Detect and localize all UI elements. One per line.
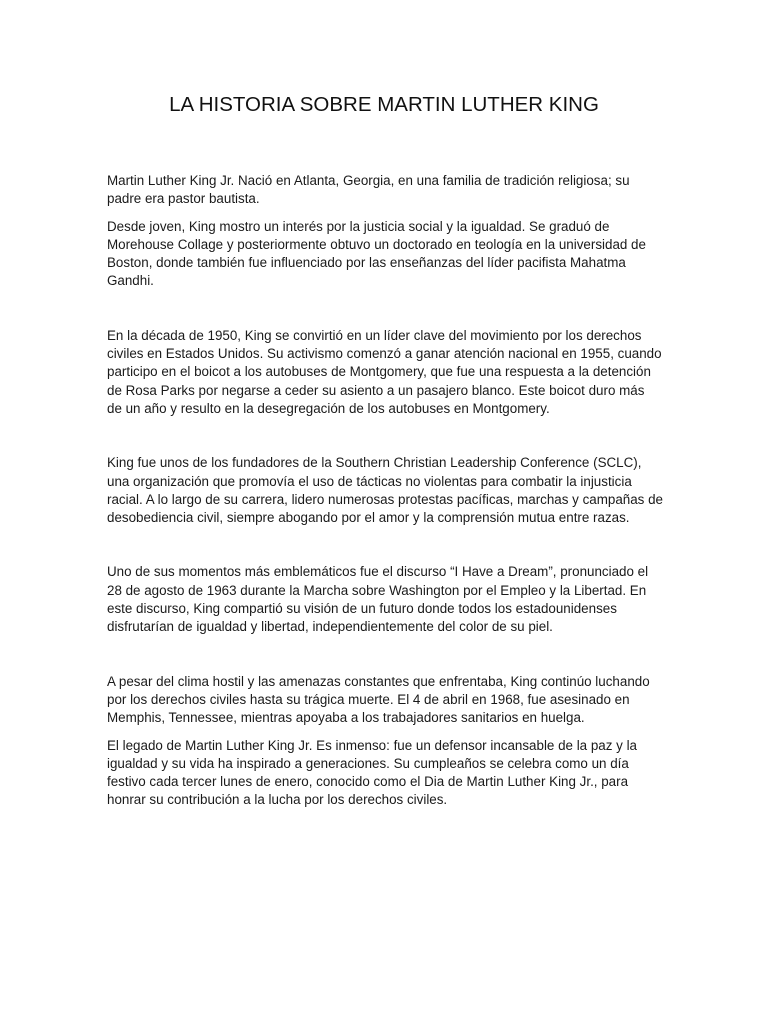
paragraph-spacer xyxy=(107,291,663,327)
paragraph-civil-rights: En la década de 1950, King se convirtió en un líder clave del movimiento por los derechos civiles en Estados Unidos. Su activismo comenzó a ganar atención nacional en 1955, cuando participo en el boicot a los autobuses de Montgomery, que fue una respuesta a la detención de Rosa Parks por negarse a ceder su asiento a un pasajero blanco. Este boicot duro más de un año y resulto en la desegregación de los autobuses en Montgomery. xyxy=(107,327,662,416)
paragraph-spacer xyxy=(107,209,663,218)
paragraph-dream-speech: Uno de sus momentos más emblemáticos fue el discurso “I Have a Dream”, pronunciado el 28 de agosto de 1963 durante la Marcha sobre Washington por el Empleo y la Libertad. En este discurso, King compartió su visión de un futuro donde todos los estadounidenses disfrutarían de igualdad y libertad, independientemente del color de su piel. xyxy=(107,564,649,635)
document-body xyxy=(107,172,663,810)
paragraph-sclc: King fue unos de los fundadores de la Southern Christian Leadership Conference (SCLC), una organización que promovía el uso de tácticas no violentas para combatir la injusticia racial. A lo largo de su carrera, lidero numerosas protestas pacíficas, marchas y campañas de desobediencia civil, siempre abogando por el amor y la comprensión mutua entre razas. xyxy=(107,455,663,526)
paragraph-spacer xyxy=(107,527,663,563)
paragraph-legacy: El legado de Martin Luther King Jr. Es inmenso: fue un defensor incansable de la paz y la igualdad y su vida ha inspirado a generaciones. Su cumpleaños se celebra como un día festivo cada tercer lunes de enero, conocido como el Dia de Martin Luther King Jr., para honrar su contribución a la lucha por los derechos civiles. xyxy=(107,737,637,808)
paragraph-education: Desde joven, King mostro un interés por la justicia social y la igualdad. Se graduó de Morehouse Collage y posteriormente obtuvo un doctorado en teología en la universidad de Boston, donde también fue influenciado por las enseñanzas del líder pacifista Mahatma Gandhi. xyxy=(107,218,646,289)
paragraph-spacer xyxy=(107,418,663,454)
paragraph-spacer xyxy=(107,728,663,737)
paragraph-death: A pesar del clima hostil y las amenazas constantes que enfrentaba, King continúo luchando por los derechos civiles hasta su trágica muerte. El 4 de abril en 1968, fue asesinado en Memphis, Tennessee, mientras apoyaba a los trabajadores sanitarios en huelga. xyxy=(107,673,650,726)
paragraph-birth: Martin Luther King Jr. Nació en Atlanta, Georgia, en una familia de tradición religiosa; su padre era pastor bautista. xyxy=(107,173,630,207)
document-title: LA HISTORIA SOBRE MARTIN LUTHER KING xyxy=(169,93,599,116)
paragraph-spacer xyxy=(107,637,663,673)
